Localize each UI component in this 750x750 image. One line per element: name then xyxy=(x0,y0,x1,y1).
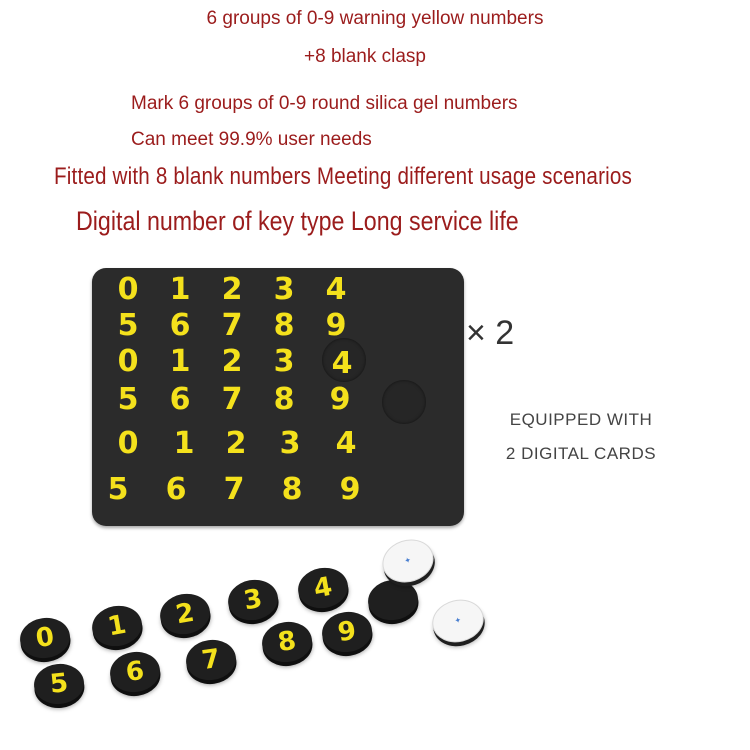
board-number: 2 xyxy=(225,426,247,461)
chip-number: 3 xyxy=(241,583,265,617)
adhesive-backing-chip: ✦ xyxy=(377,533,439,589)
loose-number-chip xyxy=(157,590,213,638)
loose-number-chip xyxy=(107,649,162,696)
board-number: 4 xyxy=(335,426,357,461)
board-number: 0 xyxy=(117,272,139,307)
board-number: 1 xyxy=(173,426,195,461)
loose-number-chip xyxy=(295,564,351,612)
loose-blank-chip xyxy=(365,577,420,624)
board-number: 4 xyxy=(331,346,353,381)
board-number: 4 xyxy=(325,272,347,307)
board-number: 8 xyxy=(273,308,295,343)
board-number: 6 xyxy=(165,472,187,507)
headline-line-5: Fitted with 8 blank numbers Meeting different usage scenarios xyxy=(54,163,633,190)
loose-number-chip xyxy=(259,619,314,666)
headline-line-6: Digital number of key type Long service life xyxy=(76,206,519,236)
board-number: 7 xyxy=(221,308,243,343)
board-number: 1 xyxy=(169,272,191,307)
board-number: 5 xyxy=(117,382,139,417)
loose-number-chip xyxy=(32,661,86,706)
blank-disc xyxy=(382,380,426,424)
loose-number-chip xyxy=(183,637,238,684)
board-number: 7 xyxy=(223,472,245,507)
equipped-line-2: 2 DIGITAL CARDS xyxy=(505,444,657,463)
chip-number: 4 xyxy=(311,571,335,605)
board-number: 5 xyxy=(107,472,129,507)
board-number: 9 xyxy=(325,308,347,343)
equipped-line-1: EQUIPPED WITH xyxy=(509,410,653,429)
board-number: 0 xyxy=(117,426,139,461)
board-number: 2 xyxy=(221,344,243,379)
loose-number-chip xyxy=(225,576,281,624)
headline-line-2: +8 blank clasp xyxy=(304,46,426,67)
board-number: 3 xyxy=(273,272,295,307)
headline-line-1: 6 groups of 0-9 warning yellow numbers xyxy=(206,8,544,29)
board-number: 8 xyxy=(281,472,303,507)
board-number: 0 xyxy=(117,344,139,379)
board-number: 8 xyxy=(273,382,295,417)
board-number: 6 xyxy=(169,308,191,343)
board-number: 6 xyxy=(169,382,191,417)
board-number: 3 xyxy=(279,426,301,461)
loose-number-chip xyxy=(89,602,145,650)
chip-number: 1 xyxy=(105,609,129,643)
board-number: 1 xyxy=(169,344,191,379)
loose-number-chip xyxy=(319,609,374,656)
adhesive-backing-chip: ✦ xyxy=(428,594,489,647)
headline-line-4: Can meet 99.9% user needs xyxy=(131,129,372,150)
board-number: 9 xyxy=(329,382,351,417)
chip-number: 6 xyxy=(123,655,147,689)
board-number: 2 xyxy=(221,272,243,307)
chip-number: 0 xyxy=(33,621,57,655)
chip-number: 5 xyxy=(48,668,70,700)
quantity-multiplier: × 2 xyxy=(466,314,515,352)
board-number: 5 xyxy=(117,308,139,343)
board-number: 3 xyxy=(273,344,295,379)
loose-number-chip xyxy=(17,615,72,662)
headline-line-3: Mark 6 groups of 0-9 round silica gel numbers xyxy=(131,93,518,114)
chip-number: 2 xyxy=(173,597,197,631)
chip-number: 8 xyxy=(275,625,299,659)
chip-number: 9 xyxy=(335,615,359,649)
board-number: 9 xyxy=(339,472,361,507)
number-card-board xyxy=(92,268,464,526)
chip-number: 7 xyxy=(199,643,223,677)
board-number: 7 xyxy=(221,382,243,417)
